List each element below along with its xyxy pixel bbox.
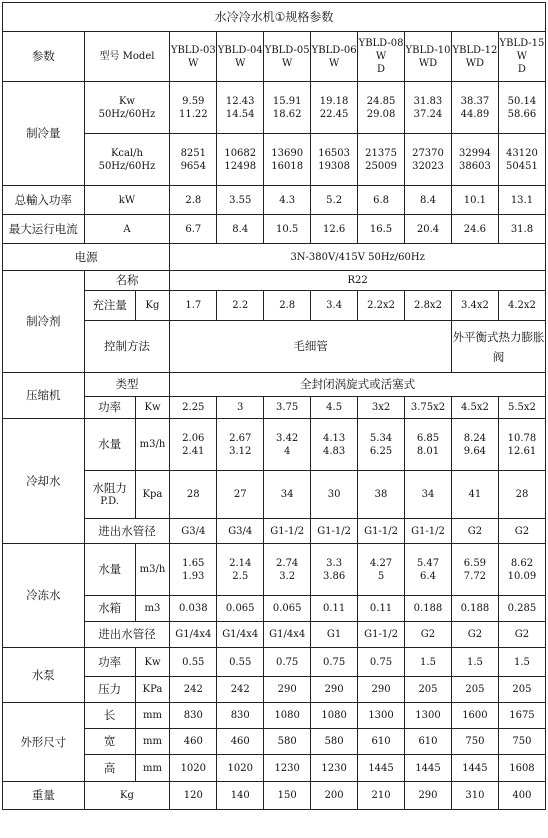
value-cell: G3/4 <box>170 519 217 544</box>
value-cell: 27 <box>217 471 264 519</box>
value-cell: G1/4x4 <box>170 622 217 648</box>
value-cell: G1-1/2 <box>405 519 452 544</box>
value-cell: 1445 <box>358 755 405 782</box>
cooling-water-pipe-row <box>3 519 546 544</box>
dimensions-label: 外形尺寸 <box>3 703 85 782</box>
model-cell: YBLD-05 W <box>264 32 311 82</box>
value-cell: 0.75 <box>358 648 405 677</box>
value-cell: 5.5x2 <box>498 397 545 419</box>
value-cell: 38 <box>358 471 405 519</box>
value-cell: 3.4x2 <box>451 291 498 321</box>
cooling-label: 制冷量 <box>3 82 85 186</box>
value-cell: 38.37 44.89 <box>451 82 498 134</box>
value-cell: G2 <box>451 622 498 648</box>
compressor-type-value: 全封闭涡旋式或活塞式 <box>170 373 546 397</box>
weight-row <box>3 782 546 810</box>
pump-power-row <box>3 648 546 677</box>
value-cell: 0.11 <box>358 596 405 622</box>
value-cell: 10.5 <box>264 215 311 244</box>
value-cell: G2 <box>498 622 545 648</box>
value-cell: 290 <box>264 677 311 703</box>
value-cell: 1020 <box>217 755 264 782</box>
width-label: 宽 <box>84 729 135 755</box>
cooling-kcal-unit: Kcal/h 50Hz/60Hz <box>84 134 170 186</box>
chilled-water-label: 冷冻水 <box>3 544 85 648</box>
param-header: 参数 <box>3 32 85 82</box>
compressor-label: 压缩机 <box>3 373 85 419</box>
value-cell: 1.5 <box>498 648 545 677</box>
value-cell: 4.5 <box>311 397 358 419</box>
value-cell: 31.83 37.24 <box>405 82 452 134</box>
model-cell: YBLD-06W <box>311 32 358 82</box>
value-cell: 0.55 <box>217 648 264 677</box>
value-cell: 3.3 3.86 <box>311 544 358 596</box>
value-cell: 610 <box>358 729 405 755</box>
value-cell: 5.47 6.4 <box>405 544 452 596</box>
value-cell: 2.8 <box>264 291 311 321</box>
cooling-kw-unit: Kw 50Hz/60Hz <box>84 82 170 134</box>
value-cell: 8.62 10.09 <box>498 544 545 596</box>
compressor-power-row <box>3 397 546 419</box>
charge-label: 充注量 <box>84 291 135 321</box>
value-cell: 4.3 <box>264 186 311 215</box>
width-unit: mm <box>135 729 170 755</box>
charge-unit: Kg <box>135 291 170 321</box>
value-cell: G2 <box>451 519 498 544</box>
value-cell: 0.11 <box>311 596 358 622</box>
value-cell: 460 <box>170 729 217 755</box>
max-current-unit: A <box>84 215 170 244</box>
value-cell: G2 <box>498 519 545 544</box>
dim-width-row <box>3 729 546 755</box>
value-cell: G1-1/2 <box>311 519 358 544</box>
value-cell: 310 <box>451 782 498 810</box>
value-cell: 205 <box>498 677 545 703</box>
dim-height-row <box>3 755 546 782</box>
spec-table <box>2 2 546 810</box>
value-cell: 2.2x2 <box>358 291 405 321</box>
length-unit: mm <box>135 703 170 729</box>
value-cell: 10682 12498 <box>217 134 264 186</box>
value-cell: 1.65 1.93 <box>170 544 217 596</box>
value-cell: 580 <box>311 729 358 755</box>
value-cell: 1080 <box>264 703 311 729</box>
value-cell: 1.7 <box>170 291 217 321</box>
value-cell: 2.8x2 <box>405 291 452 321</box>
value-cell: 5.2 <box>311 186 358 215</box>
value-cell: 400 <box>498 782 545 810</box>
value-cell: G2 <box>405 622 452 648</box>
value-cell: 120 <box>170 782 217 810</box>
value-cell: 4.13 4.83 <box>311 419 358 471</box>
value-cell: 205 <box>451 677 498 703</box>
pump-label: 水泵 <box>3 648 85 703</box>
value-cell: 830 <box>217 703 264 729</box>
header-row <box>3 32 546 82</box>
control-capillary: 毛细管 <box>170 321 452 373</box>
value-cell: 580 <box>264 729 311 755</box>
value-cell: 13690 16018 <box>264 134 311 186</box>
input-power-row <box>3 186 546 215</box>
cooling-water-pipe-label: 进出水管径 <box>84 519 170 544</box>
value-cell: 200 <box>311 782 358 810</box>
value-cell: 2.8 <box>170 186 217 215</box>
value-cell: 1300 <box>405 703 452 729</box>
tank-unit: m3 <box>135 596 170 622</box>
value-cell: 0.188 <box>405 596 452 622</box>
value-cell: 1445 <box>405 755 452 782</box>
value-cell: 0.285 <box>498 596 545 622</box>
value-cell: 31.8 <box>498 215 545 244</box>
value-cell: 210 <box>358 782 405 810</box>
value-cell: G1-1/2 <box>358 519 405 544</box>
value-cell: 2.14 2.5 <box>217 544 264 596</box>
value-cell: 27370 32023 <box>405 134 452 186</box>
value-cell: 1230 <box>264 755 311 782</box>
power-supply-row <box>3 244 546 271</box>
value-cell: 24.6 <box>451 215 498 244</box>
value-cell: 2.06 2.41 <box>170 419 217 471</box>
cooling-water-flow-row <box>3 419 546 471</box>
value-cell: 150 <box>264 782 311 810</box>
model-cell: YBLD-15W D <box>498 32 545 82</box>
pd-label: 水阻力 P.D. <box>84 471 135 519</box>
pd-unit: Kpa <box>135 471 170 519</box>
value-cell: 290 <box>405 782 452 810</box>
value-cell: 3.75 <box>264 397 311 419</box>
value-cell: 2.74 3.2 <box>264 544 311 596</box>
value-cell: 0.188 <box>451 596 498 622</box>
value-cell: 41 <box>451 471 498 519</box>
value-cell: 4.5x2 <box>451 397 498 419</box>
value-cell: 19.18 22.45 <box>311 82 358 134</box>
compressor-type-label: 类型 <box>84 373 170 397</box>
weight-unit: Kg <box>84 782 170 810</box>
value-cell: 1080 <box>311 703 358 729</box>
refrigerant-label: 制冷剂 <box>3 271 85 373</box>
value-cell: 2.67 3.12 <box>217 419 264 471</box>
control-method-label: 控制方法 <box>84 321 170 373</box>
value-cell: 10.1 <box>451 186 498 215</box>
control-txv: 外平衡式热力膨胀阀 <box>451 321 545 373</box>
value-cell: 28 <box>170 471 217 519</box>
table-title: 水冷冷水机①规格参数 <box>3 3 546 32</box>
power-supply-label: 电源 <box>3 244 170 271</box>
value-cell: G1 <box>311 622 358 648</box>
refrigerant-name-value: R22 <box>170 271 546 291</box>
cooling-water-pd-row <box>3 471 546 519</box>
value-cell: 16503 19308 <box>311 134 358 186</box>
tank-label: 水箱 <box>84 596 135 622</box>
chilled-water-flow-unit: m3/h <box>135 544 170 596</box>
value-cell: 3 <box>217 397 264 419</box>
value-cell: G1-1/2 <box>358 622 405 648</box>
value-cell: 20.4 <box>405 215 452 244</box>
value-cell: 1445 <box>451 755 498 782</box>
value-cell: 4.27 5 <box>358 544 405 596</box>
value-cell: 1.5 <box>451 648 498 677</box>
refrigerant-charge-row <box>3 291 546 321</box>
value-cell: 15.91 18.62 <box>264 82 311 134</box>
value-cell: 6.7 <box>170 215 217 244</box>
value-cell: 12.43 14.54 <box>217 82 264 134</box>
value-cell: 43120 50451 <box>498 134 545 186</box>
value-cell: 9.59 11.22 <box>170 82 217 134</box>
value-cell: G3/4 <box>217 519 264 544</box>
value-cell: 32994 38603 <box>451 134 498 186</box>
value-cell: 6.59 7.72 <box>451 544 498 596</box>
control-method-row <box>3 321 546 373</box>
value-cell: 4.2x2 <box>498 291 545 321</box>
value-cell: 610 <box>405 729 452 755</box>
chilled-water-flow-label: 水量 <box>84 544 135 596</box>
value-cell: 6.85 8.01 <box>405 419 452 471</box>
value-cell: 0.55 <box>170 648 217 677</box>
model-cell: YBLD-10 WD <box>405 32 452 82</box>
value-cell: 0.75 <box>264 648 311 677</box>
value-cell: 830 <box>170 703 217 729</box>
chilled-water-pipe-row <box>3 622 546 648</box>
value-cell: 12.6 <box>311 215 358 244</box>
value-cell: G1-1/2 <box>264 519 311 544</box>
model-cell: YBLD-04 W <box>217 32 264 82</box>
value-cell: 8.24 9.64 <box>451 419 498 471</box>
value-cell: 1600 <box>451 703 498 729</box>
length-label: 长 <box>84 703 135 729</box>
height-label: 高 <box>84 755 135 782</box>
value-cell: 30 <box>311 471 358 519</box>
value-cell: 290 <box>311 677 358 703</box>
value-cell: 24.85 29.08 <box>358 82 405 134</box>
value-cell: 0.065 <box>264 596 311 622</box>
height-unit: mm <box>135 755 170 782</box>
value-cell: 750 <box>451 729 498 755</box>
value-cell: 242 <box>170 677 217 703</box>
cooling-water-label: 冷却水 <box>3 419 85 544</box>
value-cell: 460 <box>217 729 264 755</box>
value-cell: G1/4x4 <box>264 622 311 648</box>
value-cell: 50.14 58.66 <box>498 82 545 134</box>
refrigerant-name-row <box>3 271 546 291</box>
value-cell: 34 <box>405 471 452 519</box>
cooling-kcal-row <box>3 134 546 186</box>
cooling-water-flow-unit: m3/h <box>135 419 170 471</box>
model-header: 型号 Model <box>84 32 170 82</box>
input-power-unit: kW <box>84 186 170 215</box>
value-cell: 2.2 <box>217 291 264 321</box>
value-cell: 290 <box>358 677 405 703</box>
value-cell: 10.78 12.61 <box>498 419 545 471</box>
value-cell: 0.038 <box>170 596 217 622</box>
model-cell: YBLD-12 WD <box>451 32 498 82</box>
cooling-water-flow-label: 水量 <box>84 419 135 471</box>
value-cell: G1/4x4 <box>217 622 264 648</box>
compressor-power-label: 功率 <box>84 397 135 419</box>
max-current-label: 最大运行电流 <box>3 215 85 244</box>
pump-pressure-row <box>3 677 546 703</box>
value-cell: 750 <box>498 729 545 755</box>
value-cell: 1020 <box>170 755 217 782</box>
value-cell: 1230 <box>311 755 358 782</box>
value-cell: 1608 <box>498 755 545 782</box>
value-cell: 16.5 <box>358 215 405 244</box>
dim-length-row <box>3 703 546 729</box>
value-cell: 2.25 <box>170 397 217 419</box>
compressor-power-unit: Kw <box>135 397 170 419</box>
value-cell: 1300 <box>358 703 405 729</box>
compressor-type-row <box>3 373 546 397</box>
value-cell: 13.1 <box>498 186 545 215</box>
model-cell: YBLD-08W D <box>358 32 405 82</box>
value-cell: 140 <box>217 782 264 810</box>
value-cell: 3.75x2 <box>405 397 452 419</box>
value-cell: 28 <box>498 471 545 519</box>
pump-pressure-unit: KPa <box>135 677 170 703</box>
chilled-water-flow-row <box>3 544 546 596</box>
max-current-row <box>3 215 546 244</box>
value-cell: 6.8 <box>358 186 405 215</box>
value-cell: 242 <box>217 677 264 703</box>
value-cell: 3.4 <box>311 291 358 321</box>
value-cell: 3.55 <box>217 186 264 215</box>
pump-pressure-label: 压力 <box>84 677 135 703</box>
value-cell: 5.34 6.25 <box>358 419 405 471</box>
refrigerant-name-label: 名称 <box>84 271 170 291</box>
value-cell: 8.4 <box>217 215 264 244</box>
value-cell: 8.4 <box>405 186 452 215</box>
value-cell: 0.75 <box>311 648 358 677</box>
value-cell: 205 <box>405 677 452 703</box>
value-cell: 21375 25009 <box>358 134 405 186</box>
value-cell: 3x2 <box>358 397 405 419</box>
value-cell: 1675 <box>498 703 545 729</box>
value-cell: 0.065 <box>217 596 264 622</box>
pump-power-label: 功率 <box>84 648 135 677</box>
value-cell: 34 <box>264 471 311 519</box>
input-power-label: 总輸入功率 <box>3 186 85 215</box>
model-cell: YBLD-03 W <box>170 32 217 82</box>
chilled-water-tank-row <box>3 596 546 622</box>
chilled-water-pipe-label: 进出水管径 <box>84 622 170 648</box>
value-cell: 3.42 4 <box>264 419 311 471</box>
weight-label: 重量 <box>3 782 85 810</box>
cooling-kw-row <box>3 82 546 134</box>
pump-power-unit: Kw <box>135 648 170 677</box>
value-cell: 1.5 <box>405 648 452 677</box>
power-supply-value: 3N-380V/415V 50Hz/60Hz <box>170 244 546 271</box>
value-cell: 8251 9654 <box>170 134 217 186</box>
